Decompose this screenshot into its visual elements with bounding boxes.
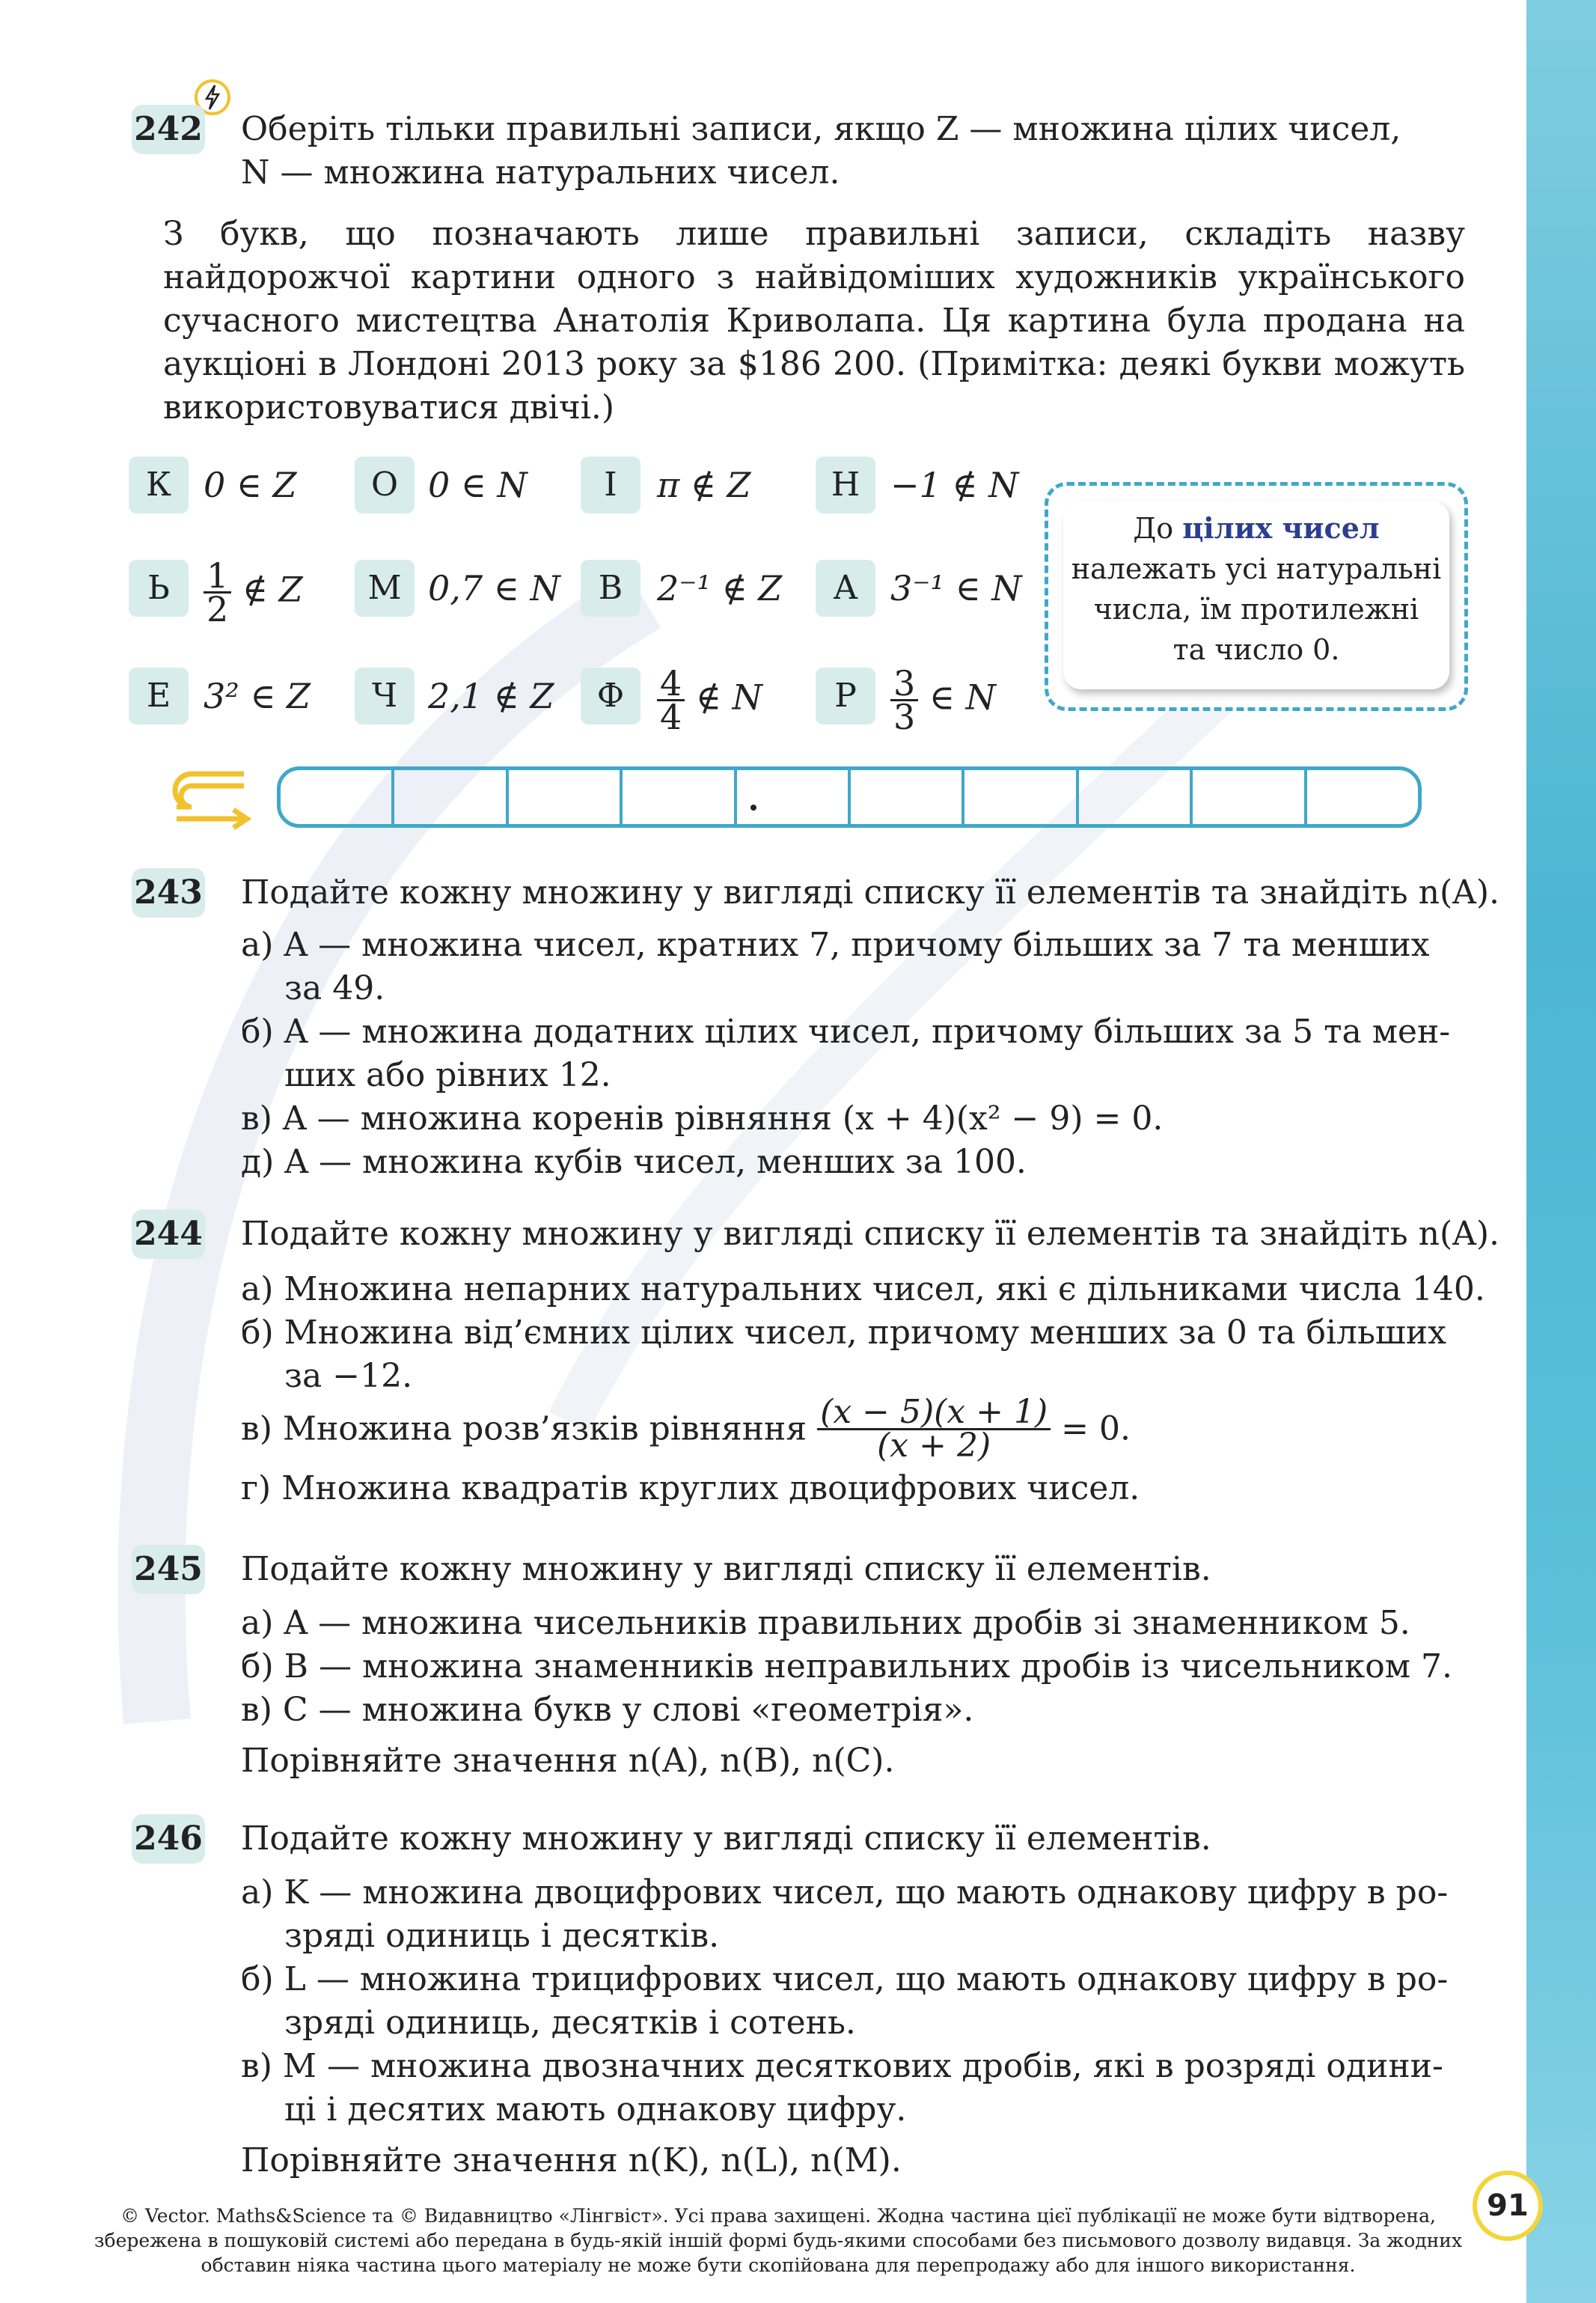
ex246-item: в) M — множина двозначних десяткових дробів, які в розряді одини- [241, 2047, 1443, 2085]
ex244-item: г) Множина квадратів круглих двоцифрових чисел. [241, 1469, 1140, 1507]
tile-letter: В [581, 560, 640, 617]
tile-letter: Ф [581, 668, 640, 725]
answer-cell[interactable] [851, 770, 964, 824]
ex246-item: б) L — множина трицифрових чисел, що мають однакову цифру в ро- [241, 1960, 1449, 1998]
tile-expression: π ∉ Z [657, 465, 751, 505]
ex246-item: зряді одиниць, десятків і сотень. [284, 2004, 856, 2042]
side-decoration-strip [1526, 0, 1596, 2303]
page-number: 91 [1473, 2171, 1543, 2241]
note-prefix: До [1133, 512, 1183, 545]
ex246-item: а) K — множина двоцифрових чисел, що мають однакову цифру в ро- [241, 1873, 1449, 1912]
tile-letter: Е [129, 668, 189, 725]
tile-expression: $\frac{3}{3}$ ∈ N [890, 668, 996, 733]
tile-expression: 3⁻¹ ∈ N [890, 568, 1022, 608]
ex245-title: Подайте кожну множину у вигляді списку її елементів. [241, 1550, 1211, 1588]
footer-line: обставин ніяка частина цього матеріалу не може бути скопійована для перепродажу або для іншого використання. [201, 2254, 1356, 2276]
ex246-item: ці і десятих мають однакову цифру. [284, 2090, 907, 2129]
ex244-title: Подайте кожну множину у вигляді списку її елементів та знайдіть n(A). [241, 1215, 1500, 1253]
ex245-item: а) A — множина чисельників правильних дробів зі знаменником 5. [241, 1604, 1410, 1642]
ex243-item: д) A — множина кубів чисел, менших за 100. [241, 1143, 1027, 1181]
ex244-item: за −12. [284, 1357, 413, 1395]
exercise-number-242: 242 [132, 105, 205, 154]
copyright-footer [75, 2203, 1482, 2278]
ex243-title: Подайте кожну множину у вигляді списку її елементів та знайдіть n(A). [241, 873, 1500, 912]
note-content [1063, 501, 1449, 689]
tile-expression: 2⁻¹ ∉ Z [657, 568, 783, 608]
ex246-item: зряді одиниць і десятків. [284, 1917, 720, 1955]
exercise-number-243: 243 [132, 868, 205, 918]
answer-cell[interactable] [1307, 770, 1418, 824]
tile-letter: Р [816, 668, 875, 725]
tile-letter: О [355, 457, 415, 513]
ex243-item: ших або рівних 12. [284, 1056, 611, 1094]
tile-expression: $\frac{1}{2}$ ∉ Z [204, 560, 303, 625]
ex243-item: б) A — множина додатних цілих чисел, причому більших за 5 та мен- [241, 1013, 1451, 1051]
ex246-compare: Порівняйте значення n(K), n(L), n(M). [241, 2141, 902, 2180]
ex243-item: в) A — множина коренів рівняння (x + 4)(x² − 9) = 0. [241, 1099, 1164, 1138]
exercise-number-245: 245 [132, 1545, 205, 1594]
exercise-number-246: 246 [132, 1814, 205, 1864]
tile-expression: 0,7 ∈ N [428, 568, 560, 608]
ex242-paragraph: З букв, що позначають лише правильні записи, складіть назву найдорожчої картини одного з найвідоміших художників українського сучасного мистецтва Анатолія Криволапа. Ця картина була продана на аукціоні в Лондоні 2013 року за $186 200. (Примітка: деякі букви можуть використовуватися двічі.) [163, 215, 1465, 427]
note-line: та число 0. [1172, 633, 1340, 666]
tile-expression: 0 ∈ Z [204, 465, 297, 505]
ex245-item: в) C — множина букв у слові «геометрія». [241, 1691, 974, 1729]
answer-cell[interactable] [1193, 770, 1306, 824]
ex244-item: б) Множина від’ємних цілих чисел, причому менших за 0 та більших [241, 1314, 1446, 1352]
ex246-title: Подайте кожну множину у вигляді списку її елементів. [241, 1819, 1211, 1858]
ex242-line2: N — множина натуральних чисел. [241, 153, 840, 192]
integers-note-box [1045, 482, 1468, 711]
tile-expression: −1 ∉ N [890, 465, 1019, 505]
tile-expression: 0 ∈ N [428, 465, 528, 505]
footer-line: збережена в пошуковій системі або передана в будь-якій іншій формі будь-якими способами без письмового дозволу видавця. За жодних [94, 2230, 1463, 2251]
exercise-number-244: 244 [132, 1210, 205, 1259]
tile-letter: К [129, 457, 189, 513]
answer-cell[interactable] [394, 770, 508, 824]
tile-letter: А [816, 560, 875, 617]
arrow-icon [162, 765, 251, 832]
answer-cell[interactable] [623, 770, 736, 824]
tile-expression: 3² ∈ Z [204, 676, 311, 716]
ex245-item: б) B — множина знаменників неправильних дробів із чисельником 7. [241, 1647, 1452, 1686]
tile-letter: Ч [355, 668, 415, 725]
ex242-line1: Оберіть тільки правильні записи, якщо Z — множина цілих чисел, [241, 110, 1401, 148]
answer-cell[interactable] [964, 770, 1078, 824]
tile-letter: М [355, 560, 415, 617]
ex243-item: за 49. [284, 969, 385, 1007]
note-highlight: цілих чисел [1182, 511, 1380, 545]
answer-cell[interactable] [509, 770, 623, 824]
tile-letter: Н [816, 457, 875, 513]
ex243-item: а) A — множина чисел, кратних 7, причому більших за 7 та менших [241, 926, 1430, 964]
footer-line: © Vector. Maths&Science та © Видавництво «Лінгвіст». Усі права захищені. Жодна частина цієї публікації не може бути відтворена, [120, 2205, 1436, 2227]
note-line: належать усі натуральні [1071, 552, 1442, 585]
tile-expression: 2,1 ∉ Z [428, 676, 554, 716]
answer-cell[interactable] [1079, 770, 1193, 824]
note-line: числа, їм протилежні [1093, 593, 1419, 626]
tile-letter: Ь [129, 560, 189, 617]
tile-letter: І [581, 457, 640, 513]
ex244-item: а) Множина непарних натуральних чисел, які є дільниками числа 140. [241, 1270, 1485, 1308]
tile-expression: $\frac{4}{4}$ ∉ N [657, 668, 762, 733]
answer-cell[interactable] [737, 770, 851, 824]
ex245-compare: Порівняйте значення n(A), n(B), n(C). [241, 1742, 895, 1780]
answer-cells [277, 766, 1422, 828]
ex244-item-equation: в) Множина розв’язків рівняння $\frac{(x - 5)(x + 1)}{(x + 2)}$ = 0. [241, 1393, 1131, 1465]
answer-cell[interactable] [281, 770, 394, 824]
